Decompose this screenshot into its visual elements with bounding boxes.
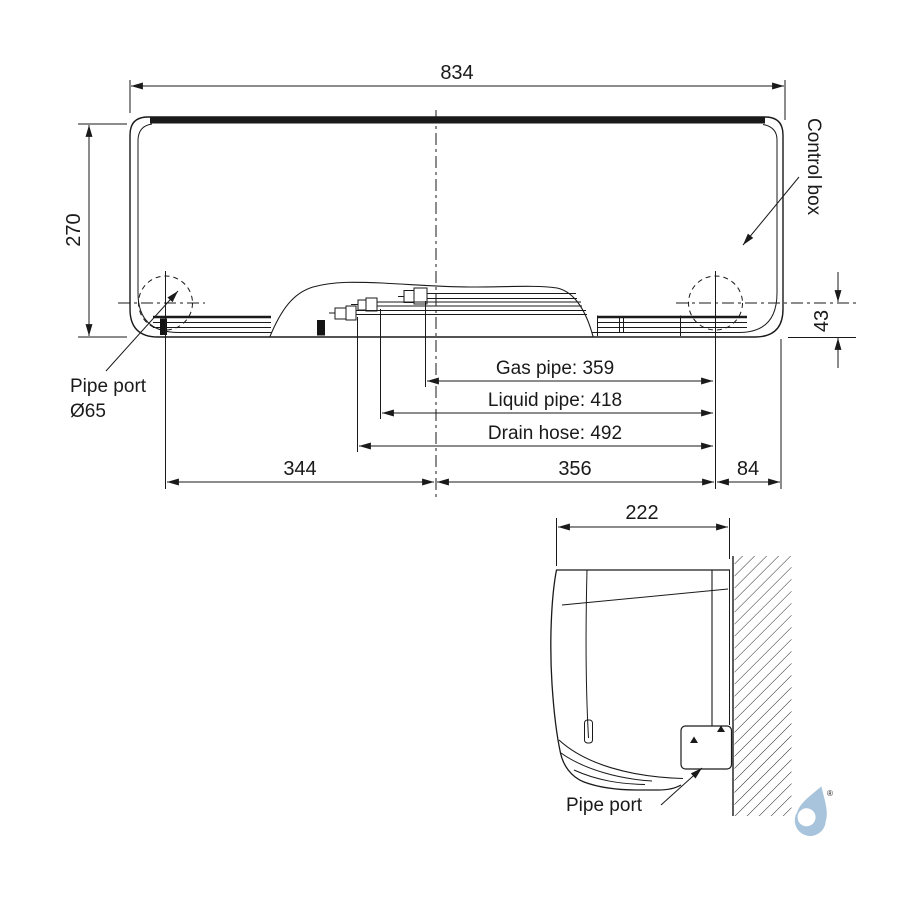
dim-label-center-to-port: 356 [558, 458, 592, 480]
wall-hatch [735, 556, 792, 816]
dim-label-gas-pipe: Gas pipe: 359 [495, 358, 615, 379]
side-outlet-curve-1 [559, 740, 683, 779]
side-pipe-port-label: Pipe port [566, 795, 643, 816]
side-pipe-port-bracket [681, 726, 732, 769]
pipe-port-label-line2: Ø65 [70, 401, 106, 422]
dim-label-corner-height: 43 [811, 309, 833, 333]
side-front-panel-line [586, 570, 588, 738]
dim-overall-height [78, 124, 127, 337]
control-box-leader [743, 177, 799, 245]
dim-label-depth: 222 [625, 502, 659, 524]
dim-bottom-row [167, 339, 781, 489]
pipe-port-right [676, 271, 857, 489]
side-front-edge [551, 570, 681, 790]
dim-label-overall-width: 834 [440, 62, 474, 84]
registered-trademark: ® [827, 789, 833, 798]
side-pipe-port-leader [661, 768, 702, 805]
dim-depth [557, 518, 730, 566]
pipe-port-label-line1: Pipe port [70, 376, 147, 397]
water-drop-logo [791, 782, 836, 840]
dim-label-drain-hose: Drain hose: 492 [487, 423, 623, 444]
control-box-label: Control box [803, 118, 824, 216]
side-view [551, 556, 792, 816]
dim-overall-width [130, 80, 785, 120]
band-tick-mid [317, 320, 325, 336]
dim-label-overall-height: 270 [63, 213, 85, 247]
dim-label-liquid-pipe: Liquid pipe: 418 [487, 390, 623, 411]
dim-label-port-to-center: 344 [283, 458, 317, 480]
dim-label-port-to-edge: 84 [736, 458, 760, 480]
front-dimensions [78, 80, 856, 489]
bottom-band-left [153, 317, 271, 328]
